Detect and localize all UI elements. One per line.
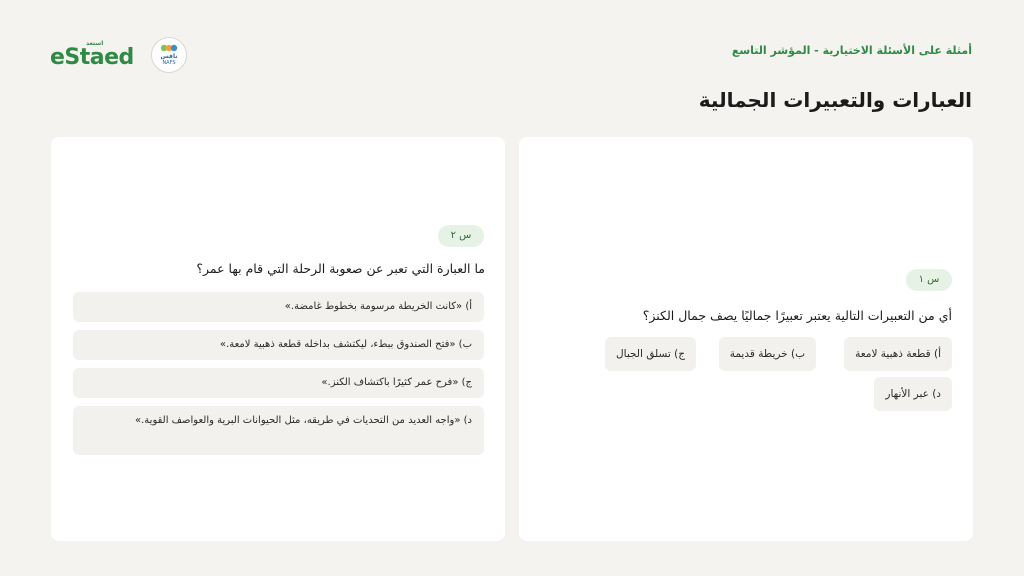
question-badge: س ١	[906, 269, 952, 291]
nafs-mark-icon	[160, 43, 178, 53]
option-a[interactable]: أ) «كانت الخريطة مرسومة بخطوط غامضة.»	[73, 292, 484, 322]
option-c[interactable]: ج) تسلق الجبال	[605, 337, 696, 371]
option-a[interactable]: أ) قطعة ذهبية لامعة	[844, 337, 952, 371]
question-badge: س ٢	[438, 225, 484, 247]
option-c[interactable]: ج) «فرح عمر كثيرًا باكتشاف الكنز.»	[73, 368, 484, 398]
question-text: ما العبارة التي تعبر عن صعوبة الرحلة التي قام بها عمر؟	[196, 261, 485, 276]
question-card-1	[519, 137, 973, 541]
nafs-logo	[151, 37, 187, 73]
option-b[interactable]: ب) «فتح الصندوق ببطء، ليكتشف بداخله قطعة ذهبية لامعة.»	[73, 330, 484, 360]
option-b[interactable]: ب) خريطة قديمة	[719, 337, 816, 371]
estaed-logo	[50, 40, 132, 74]
breadcrumb: أمثلة على الأسئلة الاختيارية - المؤشر التاسع	[731, 44, 972, 57]
page-title: العبارات والتعبيرات الجمالية	[698, 88, 972, 112]
question-card-2	[51, 137, 505, 541]
option-d[interactable]: د) عبر الأنهار	[874, 377, 952, 411]
estaed-logo-arabic: استعد	[86, 40, 104, 47]
nafs-logo-arabic: نافس	[160, 53, 178, 60]
nafs-logo-english: NAFS	[162, 60, 176, 66]
question-text: أي من التعبيرات التالية يعتبر تعبيرًا جماليًا يصف جمال الكنز؟	[642, 308, 952, 323]
option-d[interactable]: د) «واجه العديد من التحديات في طريقه، مثل الحيوانات البرية والعواصف القوية.»	[73, 406, 484, 455]
estaed-logo-text: eStaed	[50, 45, 134, 70]
